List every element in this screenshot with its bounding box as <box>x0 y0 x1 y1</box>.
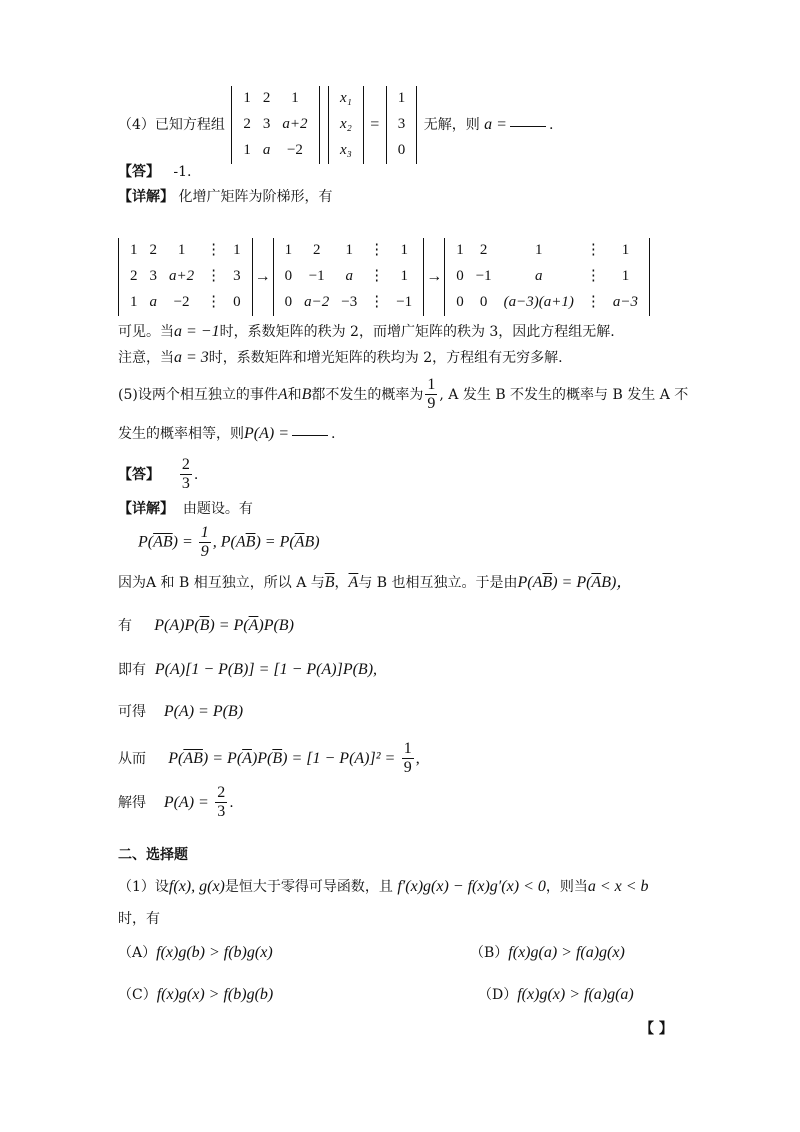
matrix-cell: 2 <box>312 242 321 259</box>
matrix-cell: 1 <box>130 294 138 311</box>
answer-bracket: 【 】 <box>640 1021 673 1037</box>
q4-question: （4）已知方程组 1 2 1 2 3 a+2 1 a −2 x₁ x₂ x₃ = 1 3 0 无解，则 a = . <box>118 86 553 164</box>
matrix-cell: a+2 <box>169 268 195 285</box>
matrix-cell: a <box>149 294 157 311</box>
matrix-cell: a <box>262 142 271 159</box>
matrix-cell: 1 <box>243 90 251 107</box>
matrix-cell: 1 <box>397 90 406 107</box>
q5-line-4: 即有 P(A)[1 − P(B)] = [1 − P(A)]P(B), <box>118 661 378 678</box>
section-title: 二、选择题 <box>118 847 188 863</box>
answer-fraction: $\frac{2}{3}$ <box>181 456 190 493</box>
option-a[interactable]: （A）f(x)g(b) > f(b)g(x) <box>118 944 273 961</box>
q5-detail-line: 【详解】 由题设。有 <box>118 501 253 517</box>
matrix-cell: 0 <box>397 142 406 159</box>
matrix-cell: 3 <box>262 116 271 133</box>
matrix-cell: 1 <box>400 242 408 259</box>
matrix-cell: ⋮ <box>369 268 385 285</box>
matrix-cell: 2 <box>130 268 138 285</box>
matrix-cell: a−3 <box>612 294 639 311</box>
matrix-cell: 3 <box>397 116 406 133</box>
matrix-cell: a <box>345 268 353 285</box>
vector-b <box>386 86 418 164</box>
matrix-cell: x₂ <box>339 116 352 133</box>
option-b[interactable]: （B）f(x)g(a) > f(a)g(x) <box>470 944 625 961</box>
matrix-cell: 2 <box>479 242 488 259</box>
matrix-cell: 1 <box>291 90 299 107</box>
matrix-cell: 1 <box>243 142 251 159</box>
matrix-a <box>231 86 319 164</box>
q5-equation-1: $P(\overline{AB})$ = $\frac{1}{9}$ , $P(A\overline{B}) = P(\overline{A}B)$ <box>138 524 320 561</box>
matrix-cell: −1 <box>475 268 492 285</box>
matrix-cell: ⋮ <box>585 242 601 259</box>
matrix-cell: a−2 <box>304 294 330 311</box>
q5-line-5: 可得 P(A) = P(B) <box>118 703 244 720</box>
s2-q1-line2: 时，有 <box>118 911 160 927</box>
matrix-cell: 3 <box>149 268 157 285</box>
matrix-cell: 1 <box>400 268 408 285</box>
detail-label: 【详解】 <box>118 189 174 205</box>
matrix-cell: 1 <box>177 242 186 259</box>
matrix-cell: ⋮ <box>369 294 385 311</box>
matrix-cell: 1 <box>621 268 630 285</box>
s2-q1-line1: （1）设f(x), g(x)是恒大于零得可导函数，且 f′(x)g(x) − f(x)g′(x) < 0，则当a < x < b <box>118 878 649 895</box>
q4-prefix: （4）已知方程组 <box>118 117 225 133</box>
q5-line-7: 解得 P(A) = $\frac{2}{3}$ . <box>118 784 234 821</box>
answer-label: 【答】 <box>118 164 160 180</box>
q5-answer-line: 【答】 $\frac{2}{3}$ . <box>118 456 199 493</box>
matrix-cell: 0 <box>479 294 488 311</box>
matrix-cell: ⋮ <box>585 268 601 285</box>
matrix-cell: 2 <box>243 116 251 133</box>
matrix-cell: (a−3)(a+1) <box>503 294 574 311</box>
matrix-cell: 1 <box>130 242 138 259</box>
q4-answer-line <box>118 163 191 181</box>
matrix-cell: −1 <box>308 268 325 285</box>
answer-value: -1. <box>173 164 192 180</box>
matrix-cell: 2 <box>149 242 157 259</box>
q4-var: a = <box>484 116 507 133</box>
q5-question-line2: 发生的概率相等，则P(A) = . <box>118 425 336 442</box>
matrix-cell: −1 <box>396 294 413 311</box>
matrix-cell: x₃ <box>339 142 352 159</box>
answer-blank <box>292 433 328 436</box>
matrix-cell: ⋮ <box>369 242 385 259</box>
matrix-cell: ⋮ <box>206 268 222 285</box>
q5-question-line1: (5)设两个相互独立的事件A和B都不发生的概率为 $\frac{1}{9}$ , A 发生 B 不发生的概率与 B 发生 A 不 <box>118 376 689 413</box>
option-d[interactable]: （D）f(x)g(x) > f(a)g(a) <box>478 986 634 1003</box>
matrix-cell: ⋮ <box>206 242 222 259</box>
matrix-cell: 1 <box>456 242 464 259</box>
matrix-cell: 1 <box>621 242 630 259</box>
aug-matrix-1 <box>118 238 253 316</box>
matrix-cell: 1 <box>345 242 353 259</box>
q5-line-6: 从而 $P(\overline{AB}) = P(\overline{A})P(\overline{B}) = [1 - P(A)]^2$ = $\frac{1}{9}$ , <box>118 740 420 777</box>
detail-text: 化增广矩阵为阶梯形，有 <box>178 189 333 205</box>
q4-detail-line <box>118 188 332 206</box>
augmented-matrices: 1 2 1 ⋮ 1 2 3 a+2 ⋮ 3 1 a −2 ⋮ 0 → 1 2 1 ⋮ 1 0 −1 a ⋮ 1 0 a−2 −3 ⋮ −1 → 1 2 1 ⋮ 1 0 −1 a ⋮ 1 0 0 (a−3)(a+1) ⋮ a−3 <box>116 238 652 316</box>
vector-x <box>328 86 364 164</box>
matrix-cell: a <box>535 268 543 285</box>
matrix-cell: 0 <box>456 268 464 285</box>
matrix-cell: 0 <box>284 268 293 285</box>
q5-line-2: 因为A 和 B 相互独立，所以 A 与$\overline{B}$，$\overline{A}$与 B 也相互独立。于是由$P(A\overline{B}) = P(\overline{A}B)$， <box>118 574 633 591</box>
q4-suffix: 无解，则 <box>423 117 480 133</box>
fraction-one-ninth: $\frac{1}{9}$ <box>427 376 436 413</box>
matrix-cell: ⋮ <box>206 294 222 311</box>
matrix-cell: 0 <box>233 294 241 311</box>
matrix-cell: 1 <box>535 242 543 259</box>
matrix-cell: 2 <box>262 90 271 107</box>
q5-line-3: 有 $P(A)P(\overline{B}) = P(\overline{A})P(B)$ <box>118 617 294 634</box>
matrix-cell: 0 <box>284 294 293 311</box>
matrix-cell: x₁ <box>339 90 352 107</box>
matrix-cell: a+2 <box>282 116 308 133</box>
matrix-cell: ⋮ <box>585 294 601 311</box>
matrix-cell: 1 <box>284 242 293 259</box>
aug-matrix-2 <box>273 238 425 316</box>
matrix-cell: −2 <box>286 142 303 159</box>
q4-note-2: 注意，当a = 3时，系数矩阵和增光矩阵的秩均为 2，方程组有无穷多解. <box>118 349 563 366</box>
q4-note-1: 可见。当a = −1时，系数矩阵的秩为 2，而增广矩阵的秩为 3，因此方程组无解. <box>118 323 615 340</box>
option-c[interactable]: （C）f(x)g(x) > f(b)g(b) <box>118 986 274 1003</box>
matrix-cell: 3 <box>233 268 241 285</box>
matrix-cell: 0 <box>456 294 464 311</box>
matrix-cell: −3 <box>341 294 358 311</box>
matrix-cell: −2 <box>173 294 190 311</box>
aug-matrix-3 <box>444 238 650 316</box>
answer-blank <box>510 124 546 127</box>
matrix-cell: 1 <box>233 242 241 259</box>
